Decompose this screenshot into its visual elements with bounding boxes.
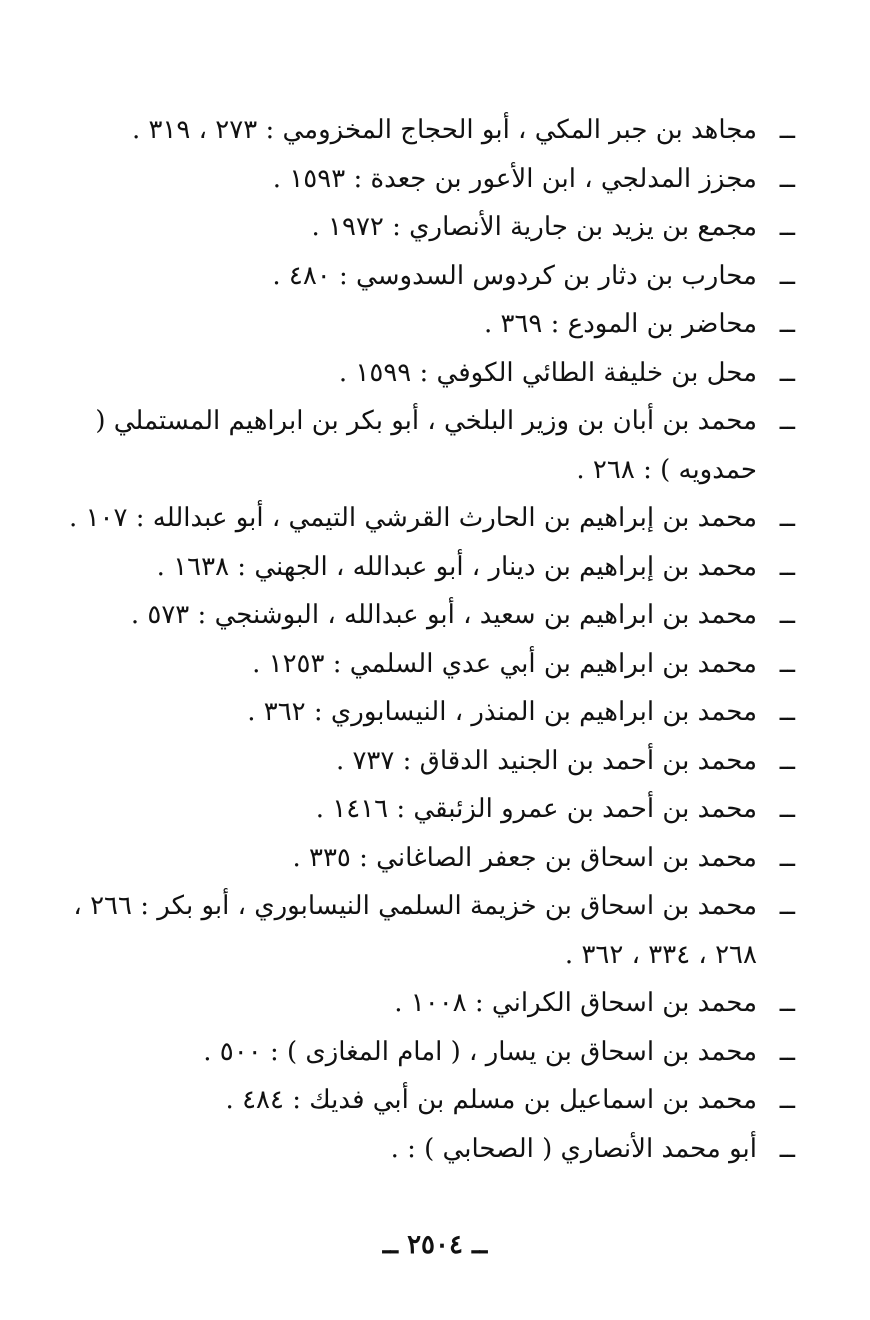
entry-dash: ــ	[779, 163, 795, 194]
entry-text: محمد بن اسحاق الكراني : ١٠٠٨ .	[394, 988, 757, 1018]
entry-text: محمد بن اسحاق بن خزيمة السلمي النيسابوري ، أبو بكر : ٢٦٦ ، ٢٦٨ ، ٣٣٤ ، ٣٦٢ .	[73, 891, 757, 970]
entry-dash: ــ	[779, 309, 795, 339]
entry-dash: ــ	[779, 745, 795, 776]
index-entry	[40, 155, 795, 204]
entry-text: محمد بن ابراهيم بن سعيد ، أبو عبدالله ، البوشنجي : ٥٧٣ .	[130, 600, 757, 630]
index-entry	[40, 203, 795, 252]
index-entry	[40, 349, 795, 398]
entry-text: محل بن خليفة الطائي الكوفي : ١٥٩٩ .	[338, 357, 757, 388]
entry-dash: ــ	[779, 891, 795, 921]
entry-text: محمد بن ابراهيم بن المنذر ، النيسابوري : ٣٦٢ .	[247, 697, 757, 727]
index-entry	[40, 640, 795, 689]
entry-text: مجزز المدلجي ، ابن الأعور بن جعدة : ١٥٩٣ .	[272, 163, 757, 194]
index-entry	[40, 882, 795, 979]
entry-dash: ــ	[779, 842, 795, 873]
entry-dash: ــ	[779, 697, 795, 727]
index-entry-list	[40, 106, 795, 1173]
entry-dash: ــ	[779, 988, 795, 1018]
entry-text: مجاهد بن جبر المكي ، أبو الحجاج المخزومي : ٢٧٣ ، ٣١٩ .	[131, 115, 757, 145]
entry-text: مجمع بن يزيد بن جارية الأنصاري : ١٩٧٢ .	[311, 212, 757, 242]
index-entry	[40, 785, 795, 834]
index-entry	[40, 737, 795, 786]
entry-dash: ــ	[779, 1133, 795, 1164]
entry-text: محمد بن ابراهيم بن أبي عدي السلمي : ١٢٥٣ .	[252, 648, 757, 679]
entry-dash: ــ	[779, 1036, 795, 1067]
index-entry	[40, 1125, 795, 1174]
entry-dash: ــ	[779, 503, 795, 533]
index-entry	[40, 397, 795, 494]
entry-text: محارب بن دثار بن كردوس السدوسي : ٤٨٠ .	[272, 260, 757, 291]
index-entry	[40, 688, 795, 737]
entry-text: محمد بن اسحاق بن يسار ، ( امام المغازى ) : ٥٠٠ .	[203, 1036, 757, 1067]
entry-text: محاضر بن المودع : ٣٦٩ .	[483, 309, 757, 339]
entry-dash: ــ	[779, 212, 795, 242]
index-entry	[40, 300, 795, 349]
entry-text: أبو محمد الأنصاري ( الصحابي ) : .	[390, 1133, 757, 1164]
entry-text: محمد بن إبراهيم بن الحارث القرشي التيمي ، أبو عبدالله : ١٠٧ .	[69, 503, 757, 533]
entry-text: محمد بن أحمد بن عمرو الزئبقي : ١٤١٦ .	[315, 794, 757, 824]
index-entry	[40, 252, 795, 301]
entry-text: محمد بن إبراهيم بن دينار ، أبو عبدالله ، الجهني : ١٦٣٨ .	[156, 551, 757, 582]
index-entry	[40, 1028, 795, 1077]
index-entry	[40, 834, 795, 883]
entry-text: محمد بن اسحاق بن جعفر الصاغاني : ٣٣٥ .	[292, 842, 757, 873]
index-entry	[40, 979, 795, 1028]
entry-dash: ــ	[779, 357, 795, 388]
entry-dash: ــ	[779, 600, 795, 630]
entry-text: محمد بن أحمد بن الجنيد الدقاق : ٧٣٧ .	[335, 745, 757, 776]
index-entry	[40, 1076, 795, 1125]
entry-dash: ــ	[779, 648, 795, 679]
entry-text: محمد بن اسماعيل بن مسلم بن أبي فديك : ٤٨٤ .	[225, 1085, 757, 1115]
entry-dash: ــ	[779, 115, 795, 145]
index-entry	[40, 106, 795, 155]
entry-dash: ــ	[779, 260, 795, 291]
entry-dash: ــ	[779, 1085, 795, 1115]
entry-dash: ــ	[779, 406, 795, 436]
page-number: ــ ٢٥٠٤ ــ	[382, 1230, 488, 1260]
index-entry	[40, 543, 795, 592]
entry-dash: ــ	[779, 551, 795, 582]
entry-dash: ــ	[779, 794, 795, 824]
index-entry	[40, 591, 795, 640]
entry-text: محمد بن أبان بن وزير البلخي ، أبو بكر بن ابراهيم المستملي ( حمدويه ) : ٢٦٨ .	[95, 406, 757, 485]
index-entry	[40, 494, 795, 543]
